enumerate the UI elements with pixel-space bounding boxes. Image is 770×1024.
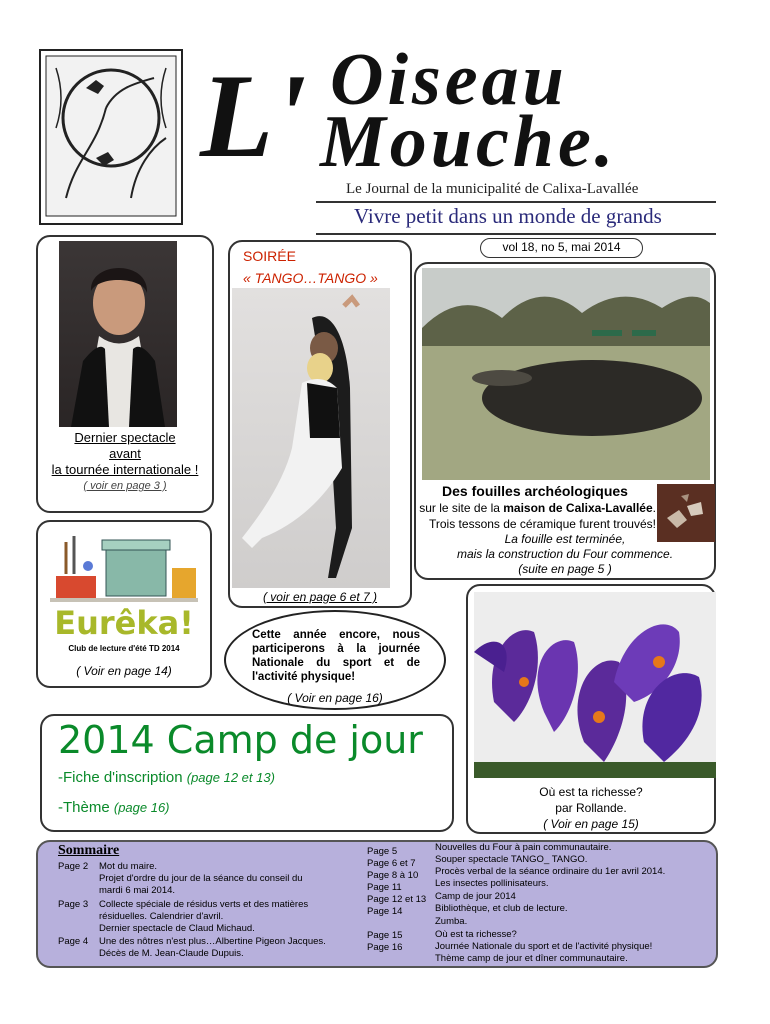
- sommaire-left-item: Mot du maire.: [99, 861, 158, 872]
- sommaire-right-page: Page 5: [367, 846, 398, 857]
- sommaire-right-page: Page 6 et 7: [367, 858, 416, 869]
- sommaire-left-item: Collecte spéciale de résidus verts et des matières: [99, 899, 309, 910]
- sommaire-right-item: Bibliothèque, et club de lecture.: [435, 903, 568, 914]
- tango-title: [243, 245, 378, 289]
- eureka-illustration: [46, 526, 202, 608]
- spectacle-line2: avant: [109, 446, 141, 461]
- sommaire-left-item: Projet d'ordre du jour de la séance du conseil du: [99, 873, 303, 884]
- camp-line2-ref: (page 16): [113, 800, 170, 815]
- fouilles-line1-post: .: [652, 501, 656, 515]
- sommaire-right-page: Page 16: [367, 942, 403, 953]
- camp-line1-row: [58, 768, 275, 788]
- sommaire-left-item: résiduelles. Calendrier d'avril.: [99, 911, 224, 922]
- sommaire-right-item: Procès verbal de la séance ordinaire du 1er avril 2014.: [435, 866, 666, 877]
- issue-badge: [480, 238, 643, 258]
- masthead-subtitle: Le Journal de la municipalité de Calixa-Lavallée: [346, 181, 639, 197]
- masthead-title-line2: Mouche.: [320, 101, 618, 183]
- sommaire-right-item: Souper spectacle TANGO_ TANGO.: [435, 854, 588, 865]
- sommaire-left-item: mardi 6 mai 2014.: [99, 885, 176, 896]
- issue-text: vol 18, no 5, mai 2014: [502, 240, 621, 254]
- sommaire-right-item: Thème camp de jour et dîner communautaire.: [435, 953, 628, 964]
- spectacle-photo: [59, 241, 177, 427]
- richesse-ref: ( Voir en page 15): [543, 817, 639, 831]
- sport-text: Cette année encore, nous participerons à la journée Nationale du sport et de l'activité physique!: [252, 629, 420, 683]
- fouilles-line1-bold: maison de Calixa-Lavallée: [503, 501, 653, 515]
- eureka-logo: Eurêka!: [54, 604, 194, 642]
- sommaire-right-page: Page 12 et 13: [367, 894, 427, 905]
- sommaire-right-page: Page 15: [367, 930, 403, 941]
- sport-ref: ( Voir en page 16): [287, 691, 383, 705]
- richesse-line1: Où est ta richesse?: [539, 785, 643, 799]
- richesse-line2: par Rollande.: [555, 801, 627, 815]
- fouilles-photo: [422, 268, 710, 480]
- tango-ref: ( voir en page 6 et 7 ): [262, 590, 378, 604]
- fouilles-title: Des fouilles archéologiques: [442, 483, 628, 499]
- camp-line1: -Fiche d'inscription: [58, 769, 183, 786]
- sommaire-right-item: Nouvelles du Four à pain communautaire.: [435, 842, 612, 853]
- sommaire-right-item: Journée Nationale du sport et de l'activité physique!: [435, 941, 653, 952]
- masthead-rule-bottom: [316, 233, 716, 235]
- sommaire-left-item: Une des nôtres n'est plus…Albertine Pigeon Jacques.: [99, 936, 326, 947]
- sommaire-right-item: Où est ta richesse?: [435, 929, 517, 940]
- tango-photo: [232, 288, 390, 588]
- sommaire-right-page: Page 8 à 10: [367, 870, 419, 881]
- masthead-tagline: Vivre petit dans un monde de grands: [354, 204, 662, 228]
- spectacle-caption: [38, 430, 212, 494]
- sommaire-right-page: Page 11: [367, 882, 402, 893]
- fouilles-line2: Trois tessons de céramique furent trouvés!: [429, 517, 656, 531]
- tango-line2: « TANGO…TANGO »: [243, 270, 378, 286]
- fouilles-text: [414, 483, 656, 532]
- sommaire-left-page: Page 2: [58, 861, 89, 872]
- fouilles-continuation: [414, 532, 716, 577]
- sommaire-left-page: Page 4: [58, 936, 89, 947]
- sommaire-right-page: Page 14: [367, 906, 403, 917]
- eureka-ref: ( Voir en page 14): [76, 664, 172, 678]
- crocus-photo: [474, 592, 716, 778]
- camp-title: 2014 Camp de jour: [58, 718, 423, 762]
- sommaire-right-item: Les insectes pollinisateurs.: [435, 878, 549, 889]
- fouilles-ref: (suite en page 5 ): [518, 562, 612, 576]
- fouilles-line1-pre: sur le site de la: [419, 501, 504, 515]
- masthead-title-line1: Oiseau: [330, 39, 568, 121]
- fouilles-line4: mais la construction du Four commence.: [456, 547, 674, 561]
- spectacle-ref: ( voir en page 3 ): [83, 480, 167, 492]
- sommaire-right-item: Camp de jour 2014: [435, 891, 516, 902]
- spectacle-line1: Dernier spectacle: [74, 430, 176, 445]
- tango-line1: SOIRÉE: [243, 248, 296, 264]
- sommaire-left-page: Page 3: [58, 899, 89, 910]
- eureka-club: Club de lecture d'été TD 2014: [68, 644, 180, 653]
- masthead-rule-top: [316, 201, 716, 203]
- masthead-title-prefix: L': [200, 49, 307, 182]
- spectacle-line3: la tournée internationale !: [51, 462, 199, 477]
- sommaire-title: Sommaire: [58, 843, 120, 858]
- sommaire-left-item: Décès de M. Jean-Claude Dupuis.: [99, 948, 244, 959]
- sommaire-left-item: Dernier spectacle de Claud Michaud.: [99, 923, 255, 934]
- camp-line1-ref: (page 12 et 13): [186, 770, 275, 785]
- sommaire-right-item: Zumba.: [435, 916, 468, 927]
- fouilles-line3: La fouille est terminée,: [504, 532, 626, 546]
- richesse-caption: [466, 784, 716, 832]
- camp-line2-row: [58, 798, 170, 818]
- fouilles-line1: [414, 500, 656, 516]
- camp-line2: -Thème: [58, 799, 110, 816]
- masthead-ornament: [36, 48, 186, 228]
